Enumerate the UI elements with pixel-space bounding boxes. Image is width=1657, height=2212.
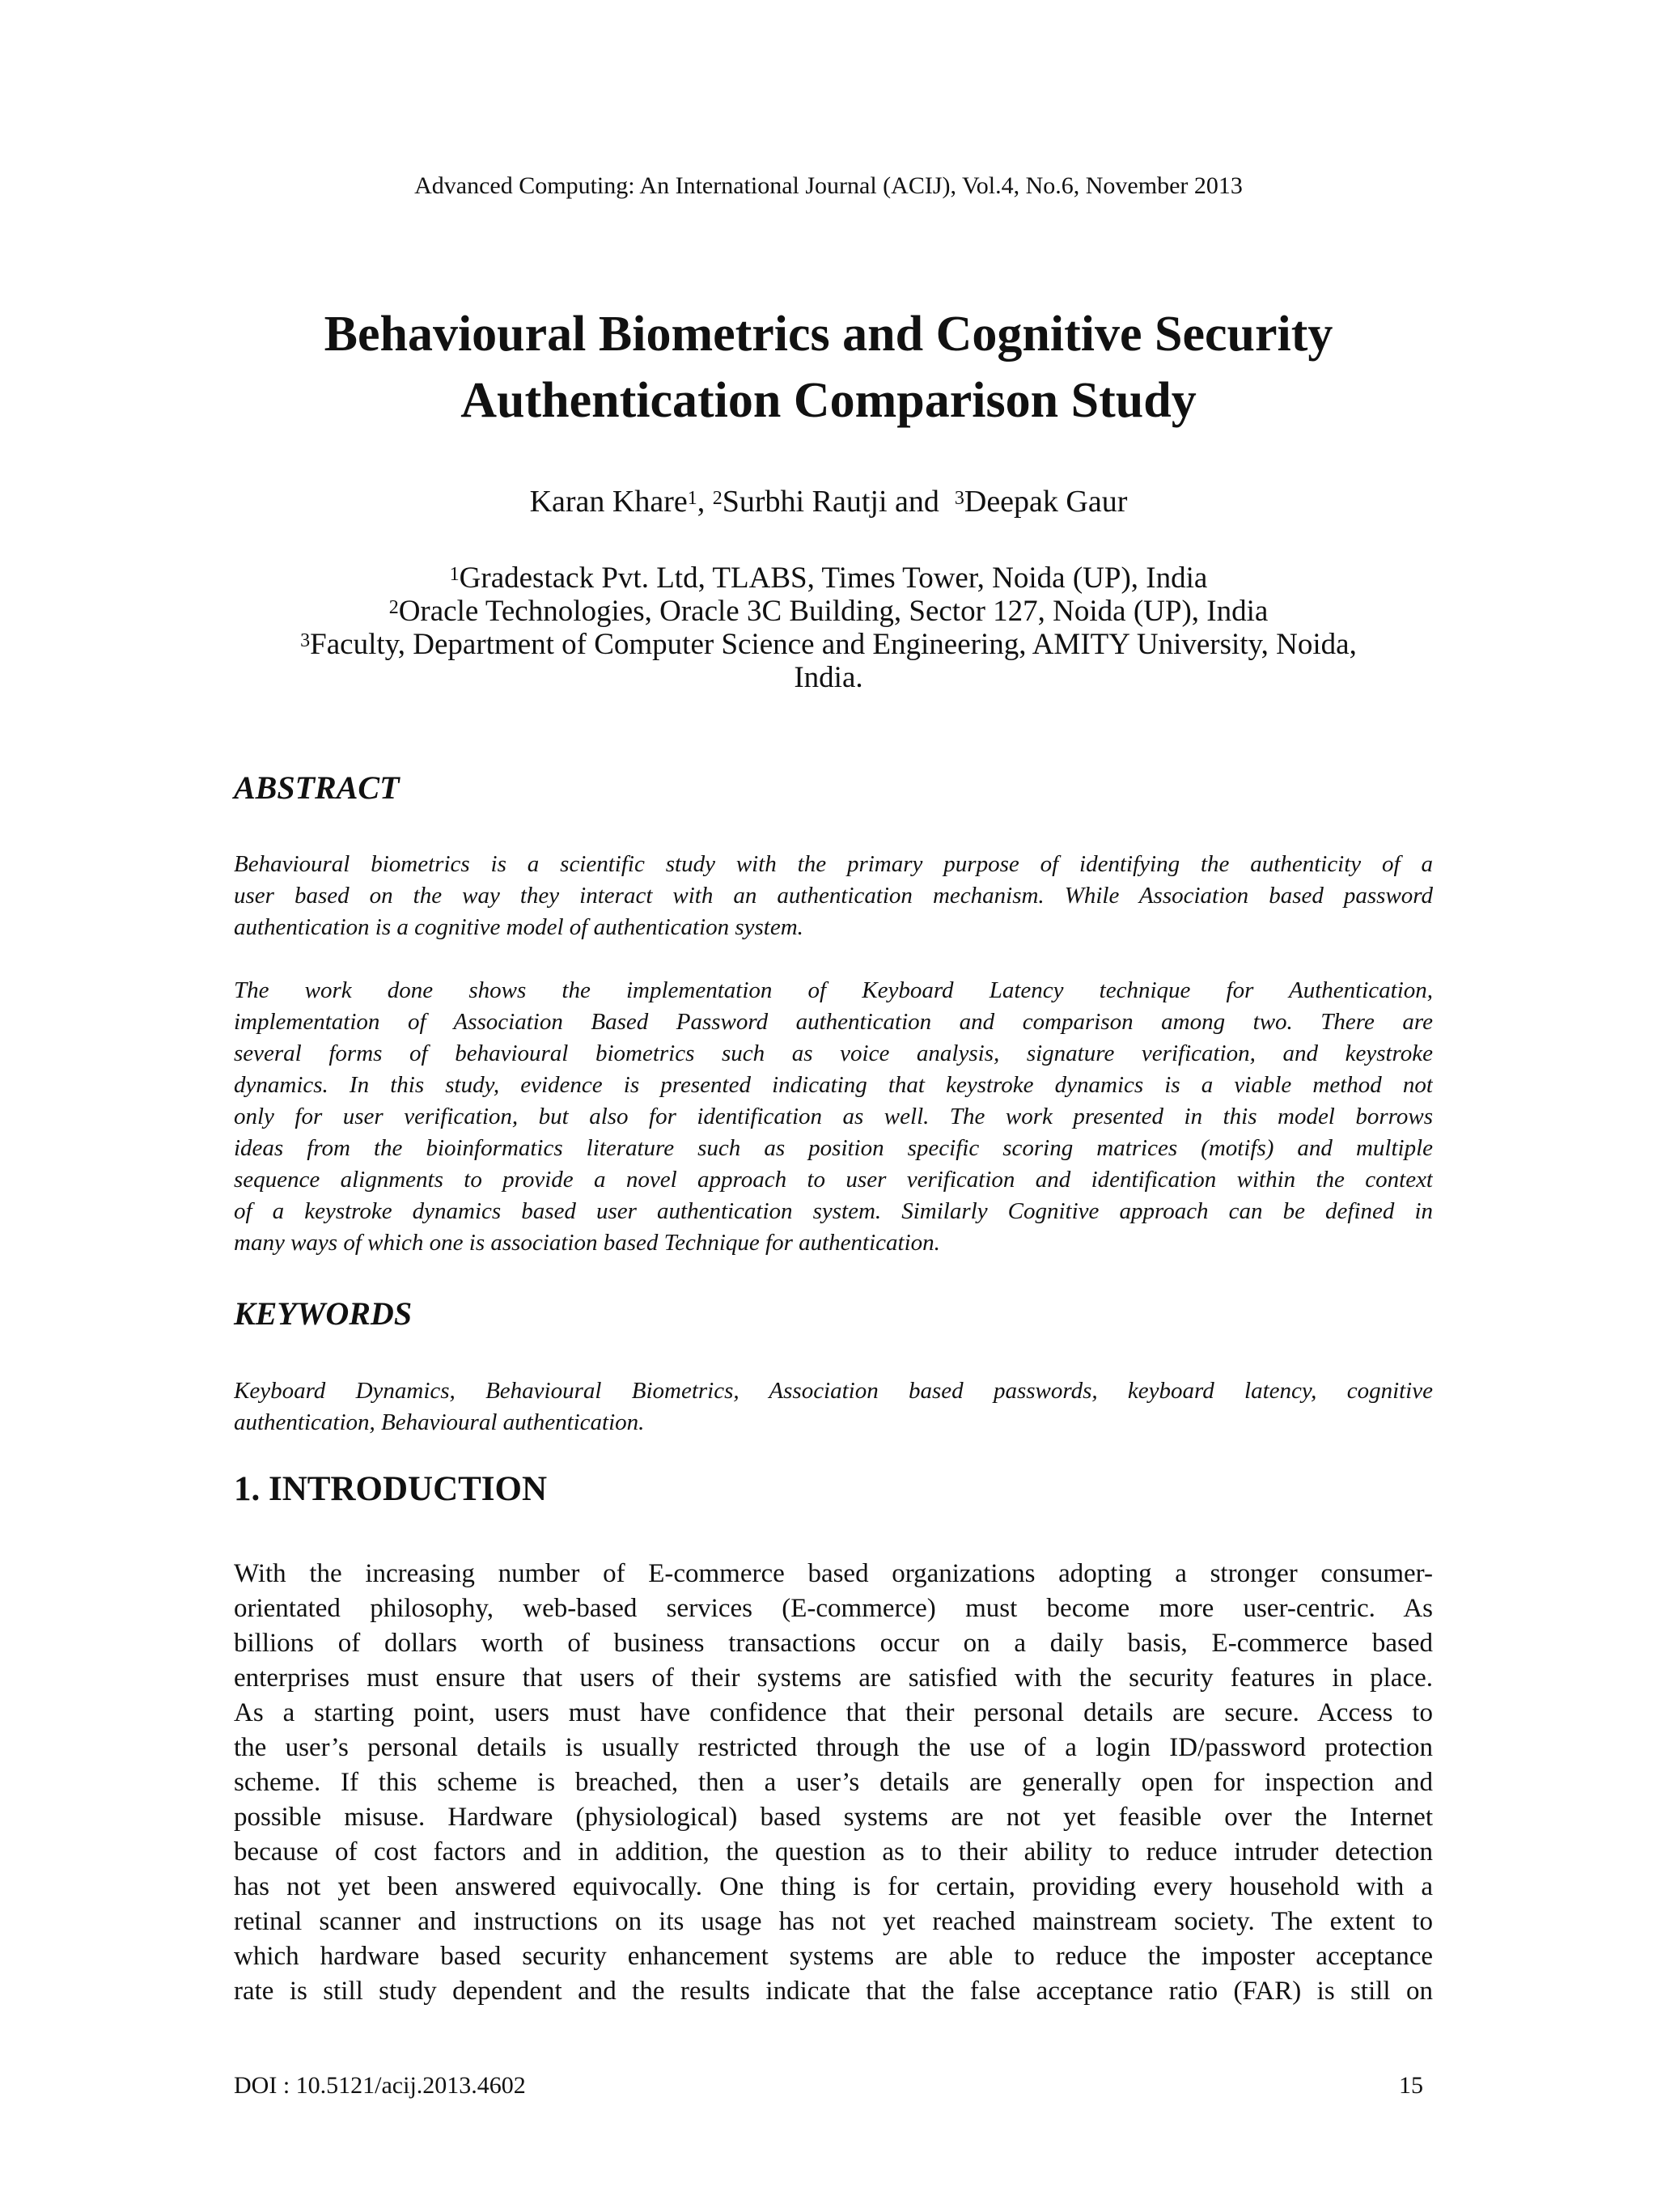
- keywords-line: authentication, Behavioural authentication.: [234, 1409, 645, 1435]
- introduction-paragraph: [234, 1557, 1433, 2009]
- author-1-name: Karan Khare: [529, 485, 688, 519]
- abstract-p2-line: sequence alignments to provide a novel approach to user verification and identification within the context: [234, 1167, 1433, 1193]
- abstract-p2-line: dynamics. In this study, evidence is presented indicating that keystroke dynamics is a viable method not: [234, 1072, 1433, 1098]
- abstract-paragraph-2: [234, 975, 1433, 1259]
- introduction-line: orientated philosophy, web-based services (E-commerce) must become more user-centric. As: [234, 1594, 1433, 1623]
- abstract-p2-line: ideas from the bioinformatics literature such as position specific scoring matrices (motifs) and multiple: [234, 1135, 1433, 1161]
- affiliation-3-mark: 3: [300, 630, 311, 651]
- abstract-p1-line: authentication is a cognitive model of authentication system.: [234, 914, 803, 940]
- running-header: Advanced Computing: An International Journal (ACIJ), Vol.4, No.6, November 2013: [414, 172, 1243, 199]
- page-number: 15: [1399, 2072, 1423, 2099]
- author-3-name: Deepak Gaur: [964, 485, 1128, 519]
- introduction-line: because of cost factors and in addition, the question as to their ability to reduce intruder detection: [234, 1837, 1433, 1867]
- author-2-name: Surbhi Rautji and: [722, 485, 955, 519]
- keywords-list: [234, 1375, 1433, 1439]
- introduction-line: With the increasing number of E-commerce based organizations adopting a stronger consumer-: [234, 1559, 1433, 1588]
- abstract-paragraph-1: [234, 849, 1433, 943]
- affiliation-3: [227, 628, 1430, 661]
- introduction-line: the user’s personal details is usually restricted through the use of a login ID/password protection: [234, 1733, 1433, 1762]
- affiliation-2-text: Oracle Technologies, Oracle 3C Building, Sector 127, Noida (UP), India: [398, 595, 1269, 628]
- author-3-affiliation-mark: 3: [954, 488, 964, 509]
- affiliation-3-country: India.: [794, 661, 863, 694]
- introduction-line: rate is still study dependent and the results indicate that the false acceptance ratio (FAR) is still on: [234, 1977, 1433, 2006]
- introduction-heading: 1. INTRODUCTION: [234, 1470, 548, 1508]
- author-separator: ,: [697, 485, 713, 519]
- affiliation-3-text: Faculty, Department of Computer Science and Engineering, AMITY University, Noida,: [310, 628, 1357, 661]
- introduction-line: possible misuse. Hardware (physiological) based systems are not yet feasible over the Internet: [234, 1803, 1433, 1832]
- abstract-heading: ABSTRACT: [234, 769, 400, 806]
- keywords-line: Keyboard Dynamics, Behavioural Biometrics, Association based passwords, keyboard latency, cognitive: [234, 1378, 1433, 1404]
- affiliation-1-mark: 1: [449, 564, 460, 585]
- affiliation-2-mark: 2: [388, 597, 399, 618]
- paper-title: [162, 301, 1495, 434]
- abstract-p2-line: of a keystroke dynamics based user authentication system. Similarly Cognitive approach can be defined in: [234, 1198, 1433, 1224]
- affiliation-list: [227, 561, 1430, 694]
- affiliation-2: [227, 595, 1430, 628]
- introduction-line: which hardware based security enhancement systems are able to reduce the imposter acceptance: [234, 1942, 1433, 1971]
- affiliation-1-text: Gradestack Pvt. Ltd, TLABS, Times Tower, Noida (UP), India: [459, 561, 1208, 595]
- introduction-line: retinal scanner and instructions on its usage has not yet reached mainstream society. The extent to: [234, 1907, 1433, 1936]
- affiliation-3-continued: [227, 661, 1430, 694]
- introduction-line: scheme. If this scheme is breached, then a user’s details are generally open for inspection and: [234, 1768, 1433, 1797]
- abstract-p2-line: many ways of which one is association based Technique for authentication.: [234, 1230, 940, 1256]
- introduction-line: enterprises must ensure that users of their systems are satisfied with the security features in place.: [234, 1663, 1433, 1693]
- abstract-p2-line: implementation of Association Based Password authentication and comparison among two. There are: [234, 1009, 1433, 1035]
- keywords-heading: KEYWORDS: [234, 1295, 413, 1332]
- abstract-p2-line: The work done shows the implementation of Keyboard Latency technique for Authentication,: [234, 977, 1433, 1003]
- footer-doi: DOI : 10.5121/acij.2013.4602: [234, 2072, 526, 2099]
- abstract-p1-line: Behavioural biometrics is a scientific study with the primary purpose of identifying the authenticity of a: [234, 851, 1433, 877]
- paper-title-line-2: Authentication Comparison Study: [460, 373, 1197, 428]
- paper-title-line-1: Behavioural Biometrics and Cognitive Security: [324, 307, 1333, 362]
- author-1-affiliation-mark: 1: [687, 488, 697, 509]
- abstract-p2-line: only for user verification, but also for identification as well. The work presented in this model borrows: [234, 1104, 1433, 1129]
- affiliation-1: [227, 561, 1430, 595]
- author-list: [0, 482, 1657, 521]
- introduction-line: billions of dollars worth of business transactions occur on a daily basis, E-commerce based: [234, 1629, 1433, 1658]
- introduction-line: As a starting point, users must have confidence that their personal details are secure. Access to: [234, 1698, 1433, 1727]
- abstract-p1-line: user based on the way they interact with an authentication mechanism. While Association based password: [234, 883, 1433, 909]
- introduction-line: has not yet been answered equivocally. One thing is for certain, providing every household with a: [234, 1872, 1433, 1901]
- author-2-affiliation-mark: 2: [712, 488, 723, 509]
- abstract-p2-line: several forms of behavioural biometrics such as voice analysis, signature verification, and keystroke: [234, 1040, 1433, 1066]
